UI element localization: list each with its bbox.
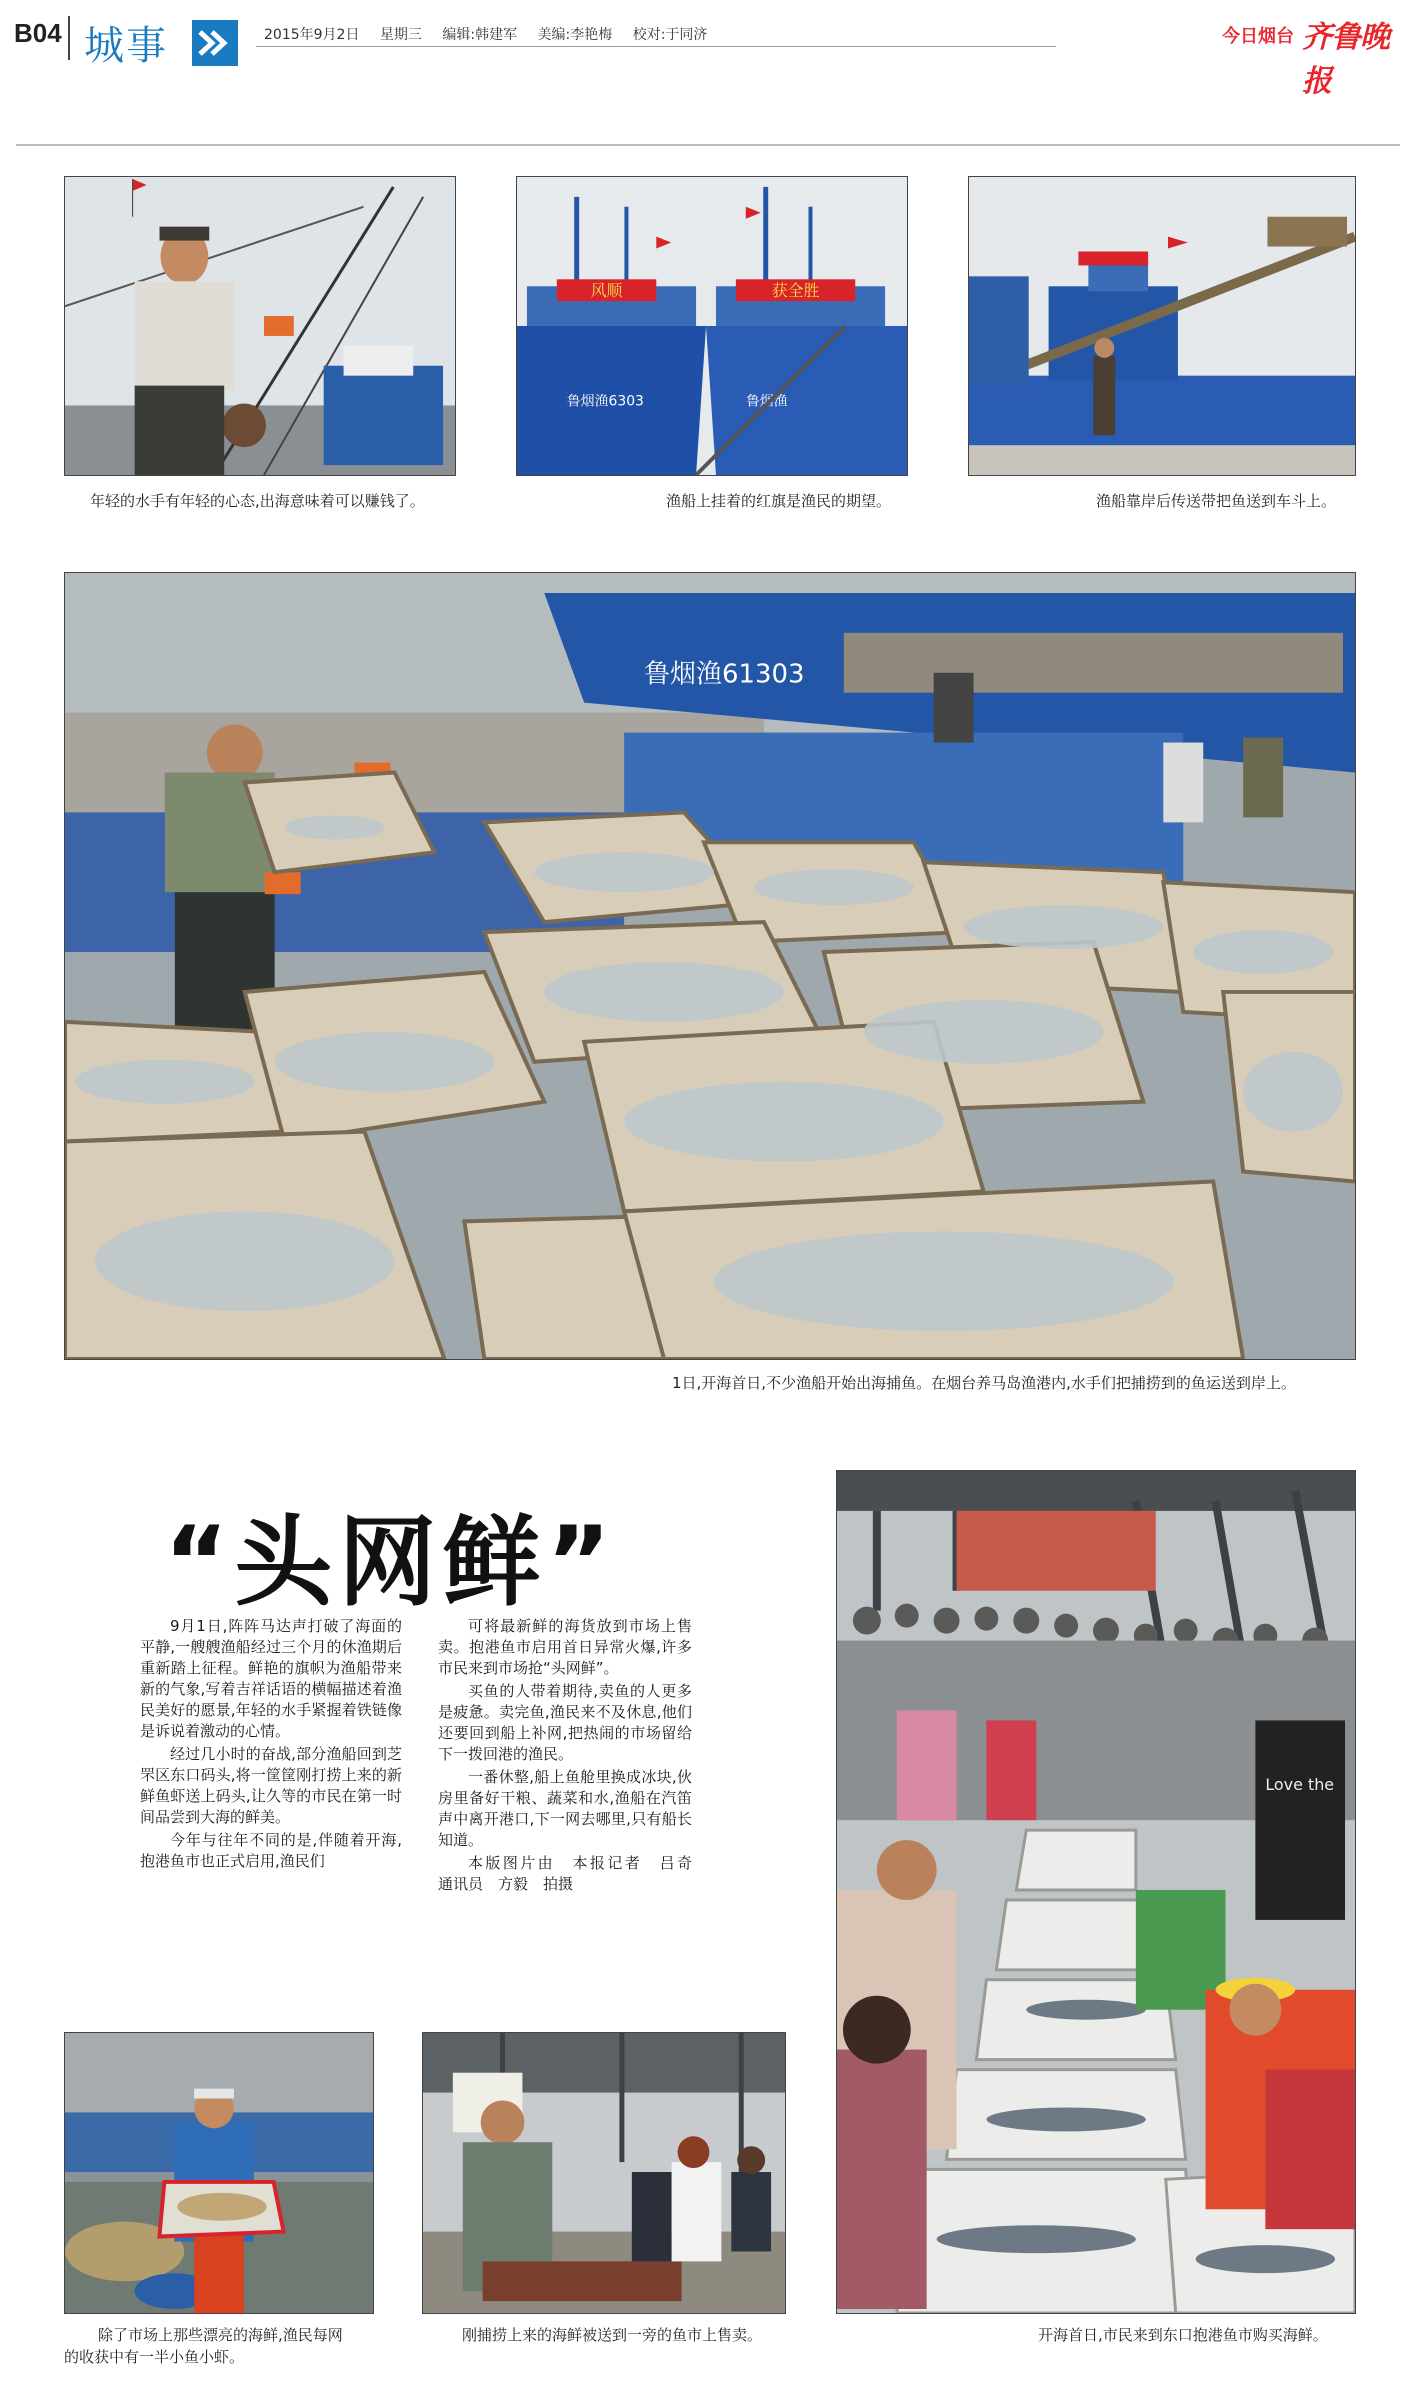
photo-fisherman-shrimp (64, 2032, 374, 2314)
caption-unloading-fish: 1日,开海首日,不少渔船开始出海捕鱼。在烟台养马岛渔港内,水手们把捕捞到的鱼运送到岸上。 (672, 1374, 1296, 1392)
caption-line-2: 的收获中有一半小鱼小虾。 (64, 2348, 245, 2366)
header-rule (16, 144, 1400, 146)
article-paragraph: 买鱼的人带着期待,卖鱼的人更多是疲惫。卖完鱼,渔民来不及休息,他们还要回到船上补网,把热闹的市场留给下一拨回港的渔民。 (438, 1682, 692, 1763)
article-column-2 (438, 1616, 708, 1897)
photo-credit: 本版图片由 本报记者 吕奇 通讯员 方毅 拍摄 (438, 1854, 708, 1893)
photo-young-sailor (64, 176, 456, 476)
photo-selling-seafood (422, 2032, 786, 2314)
photo-unloading-fish (64, 572, 1356, 1360)
hull-number-2: 鲁烟渔 (745, 393, 788, 410)
edition-label: 今日烟台 (1222, 26, 1294, 47)
section-title: 城事 (84, 23, 168, 69)
caption-fish-market: 开海首日,市民来到东口抱港鱼市购买海鲜。 (1038, 2326, 1328, 2344)
issue-meta (264, 24, 723, 44)
article-paragraph: 一番休整,船上鱼舱里换成冰块,伙房里备好干粮、蔬菜和水,渔船在汽笛声中离开港口,下一网去哪里,只有船长知道。 (438, 1768, 692, 1849)
article-column-1 (140, 1616, 402, 1874)
section-arrow-icon (192, 20, 238, 66)
header-divider (68, 16, 70, 60)
article-paragraph: 今年与往年不同的是,伴随着开海,抱港鱼市也正式启用,渔民们 (140, 1831, 402, 1870)
masthead-logo: 齐鲁晚报 (1302, 20, 1389, 99)
caption-boats-red-flags: 渔船上挂着的红旗是渔民的期望。 (666, 492, 892, 510)
photo-conveyor (968, 176, 1356, 476)
page-number: B04 (14, 18, 62, 48)
caption-conveyor: 渔船靠岸后传送带把鱼送到车斗上。 (1096, 492, 1337, 510)
issue-weekday: 星期三 (379, 27, 422, 43)
hull-number-1: 鲁烟渔6303 (566, 393, 644, 410)
article-paragraph: 可将最新鲜的海货放到市场上售卖。抱港鱼市启用首日异常火爆,许多市民来到市场抢“头网鲜”。 (438, 1617, 692, 1677)
article-paragraph: 经过几小时的奋战,部分渔船回到芝罘区东口码头,将一筐筐刚打捞上来的新鲜鱼虾送上码头,让久等的市民在第一时间品尝到大海的鲜美。 (140, 1745, 402, 1826)
main-hull-number: 鲁烟渔61303 (644, 659, 805, 690)
proofreader-credit: 校对:于同济 (632, 27, 708, 43)
designer-credit: 美编:李艳梅 (537, 27, 613, 43)
photo-boats-red-flags (516, 176, 908, 476)
banner-right: 获全胜 (771, 281, 820, 301)
editor-credit: 编辑:韩建军 (442, 27, 518, 43)
banner-left: 风顺 (590, 281, 623, 301)
meta-underline (256, 46, 1056, 47)
shirt-text: Love the (1265, 1775, 1335, 1795)
caption-selling-seafood: 刚捕捞上来的海鲜被送到一旁的鱼市上售卖。 (462, 2326, 763, 2344)
photo-fish-market (836, 1470, 1356, 2314)
issue-date: 2015年9月2日 (264, 27, 360, 43)
caption-fisherman-shrimp (64, 2324, 384, 2368)
article-headline: “头网鲜” (164, 1506, 617, 1620)
caption-young-sailor: 年轻的水手有年轻的心态,出海意味着可以赚钱了。 (90, 492, 425, 510)
caption-line-1: 除了市场上那些漂亮的海鲜,渔民每网 (98, 2326, 343, 2344)
article-paragraph: 9月1日,阵阵马达声打破了海面的平静,一艘艘渔船经过三个月的休渔期后重新踏上征程。鲜艳的旗帜为渔船带来新的气象,写着吉祥话语的横幅描述着渔民美好的愿景,年轻的水手紧握着铁链像是诉说着激动的心情。 (140, 1617, 402, 1740)
